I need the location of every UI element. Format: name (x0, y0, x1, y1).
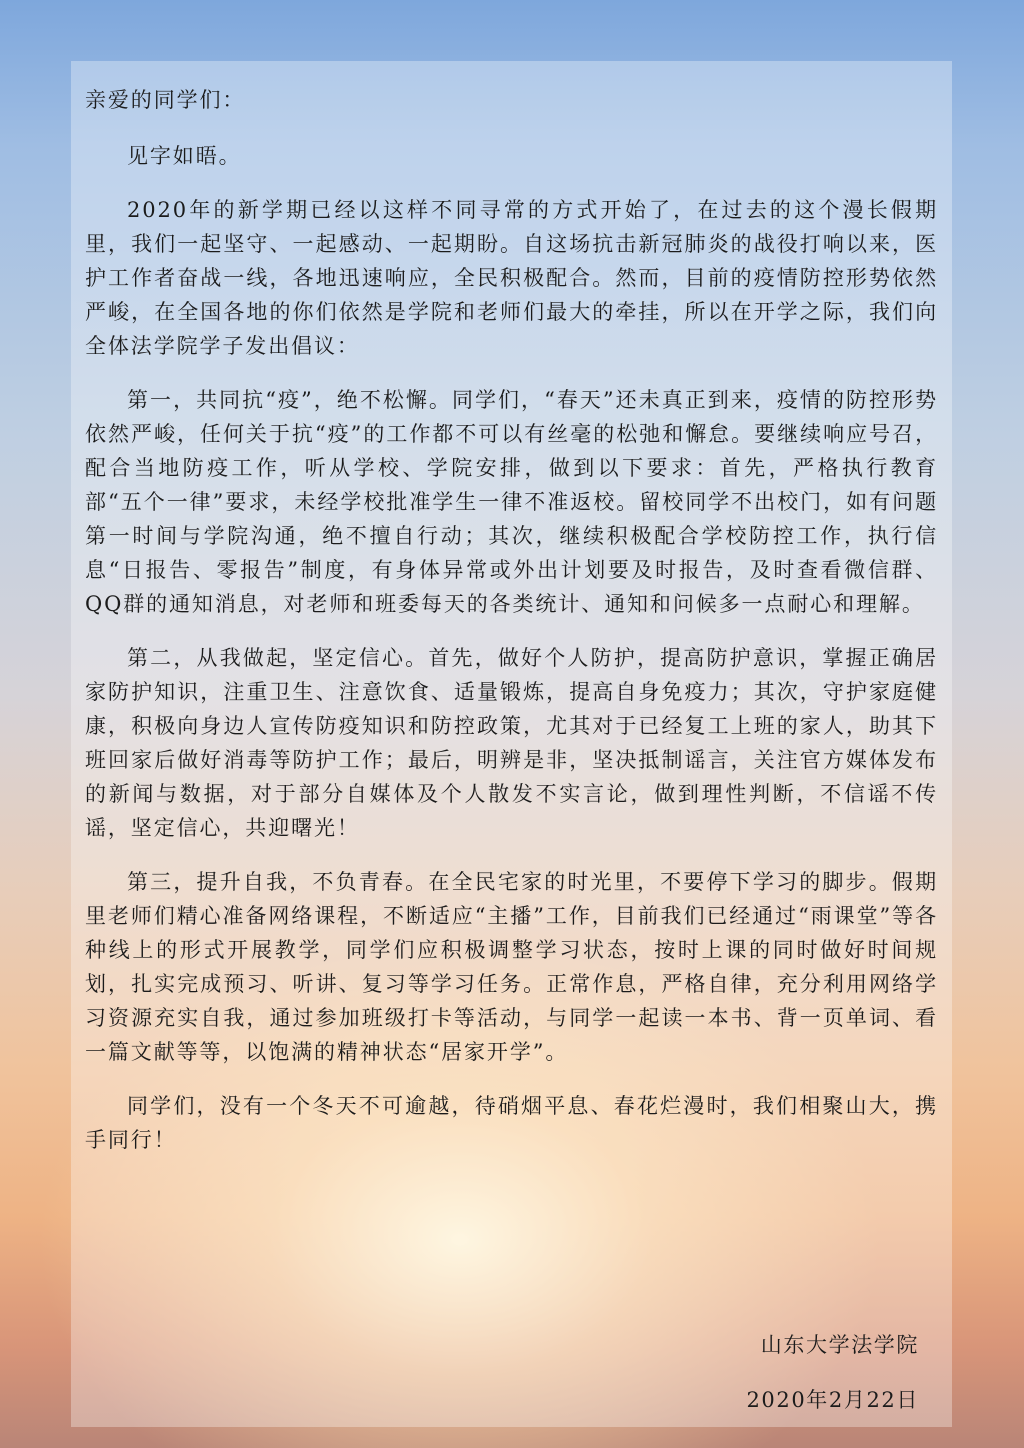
paragraph-second: 第二，从我做起，坚定信心。首先，做好个人防护，提高防护意识，掌握正确居家防护知识，注重卫生、注意饮食、适量锻炼，提高自身免疫力；其次，守护家庭健康，积极向身边人宣传防疫知识和防控政策，尤其对于已经复工上班的家人，助其下班回家后做好消毒等防护工作；最后，明辨是非，坚决抵制谣言，关注官方媒体发布的新闻与数据，对于部分自媒体及个人散发不实言论，做到理性判断，不信谣不传谣，坚定信心，共迎曙光！ (85, 646, 938, 840)
paragraph-intro: 2020年的新学期已经以这样不同寻常的方式开始了，在过去的这个漫长假期里，我们一起坚守、一起感动、一起期盼。自这场抗击新冠肺炎的战役打响以来，医护工作者奋战一线，各地迅速响应，全民积极配合。然而，目前的疫情防控形势依然严峻，在全国各地的你们依然是学院和老师们最大的牵挂，所以在开学之际，我们向全体法学院学子发出倡议： (85, 198, 938, 358)
letter-body (85, 83, 938, 1157)
letter-paper (71, 61, 952, 1427)
paragraph-closing: 同学们，没有一个冬天不可逾越，待硝烟平息、春花烂漫时，我们相聚山大，携手同行！ (85, 1094, 938, 1152)
signature-date: 2020年2月22日 (746, 1388, 919, 1412)
paragraph-third: 第三，提升自我，不负青春。在全民宅家的时光里，不要停下学习的脚步。假期里老师们精心准备网络课程，不断适应“主播”工作，目前我们已经通过“雨课堂”等各种线上的形式开展教学，同学们应积极调整学习状态，按时上课的同时做好时间规划，扎实完成预习、听讲、复习等学习任务。正常作息，严格自律，充分利用网络学习资源充实自我，通过参加班级打卡等活动，与同学一起读一本书、背一页单词、看一篇文献等等，以饱满的精神状态“居家开学”。 (85, 870, 938, 1064)
letter-greeting: 见字如晤。 (127, 144, 242, 168)
letter-signature (746, 1329, 919, 1414)
paragraph-first: 第一，共同抗“疫”，绝不松懈。同学们，“春天”还未真正到来，疫情的防控形势依然严峻，任何关于抗“疫”的工作都不可以有丝毫的松弛和懈怠。要继续响应号召，配合当地防疫工作，听从学校、学院安排，做到以下要求：首先，严格执行教育部“五个一律”要求，未经学校批准学生一律不准返校。留校同学不出校门，如有问题第一时间与学院沟通，绝不擅自行动；其次，继续积极配合学校防控工作，执行信息“日报告、零报告”制度，有身体异常或外出计划要及时报告，及时查看微信群、QQ群的通知消息，对老师和班委每天的各类统计、通知和问候多一点耐心和理解。 (85, 388, 938, 616)
signature-organization: 山东大学法学院 (760, 1333, 919, 1357)
letter-salutation: 亲爱的同学们： (85, 88, 246, 112)
